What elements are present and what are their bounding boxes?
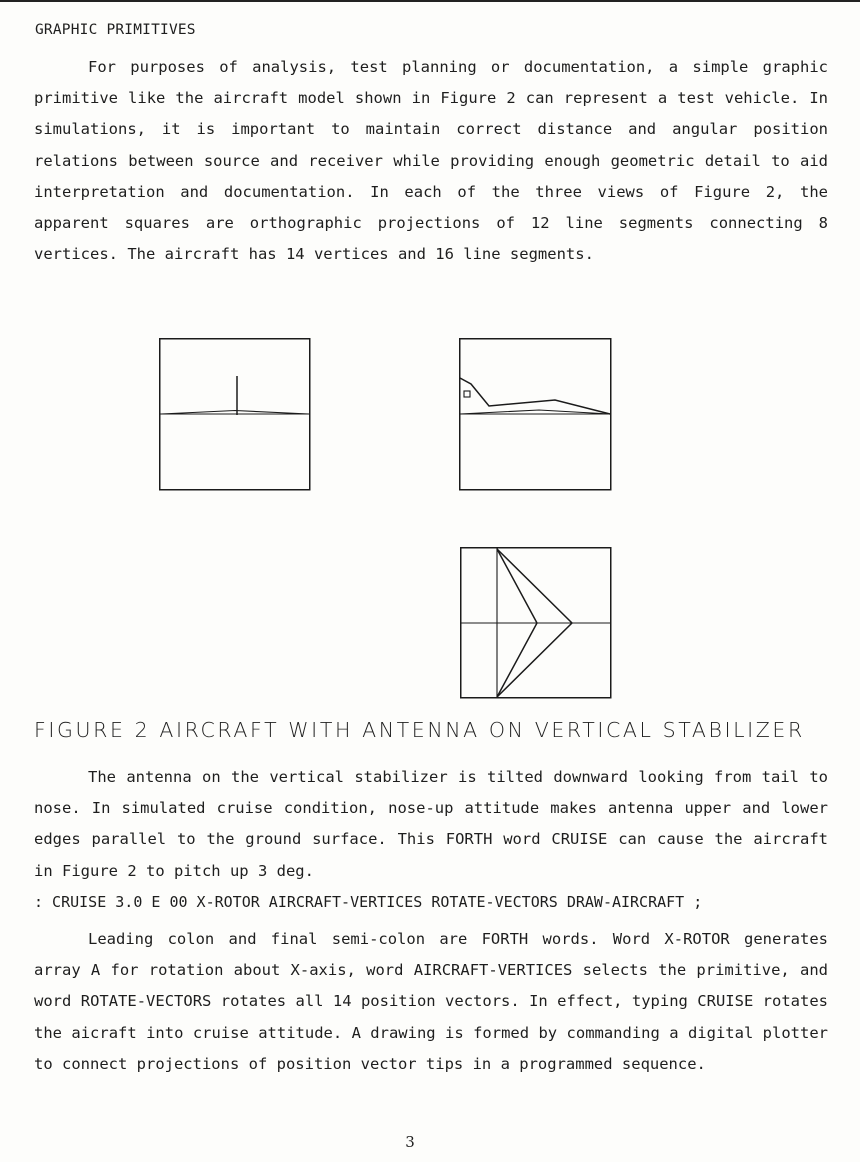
explanation-paragraph: Leading colon and final semi-colon are FORTH words. Word X-ROTOR generates array A for rotation about X-axis, word AIRCRAFT-VERTICES selects the primitive, and word ROTATE-VECTORS rotates all 14 position vectors. In effect, typing CRUISE rotates the aicraft into cruise attitude. A drawing is formed by commanding a digital plotter to connect projections of position vector tips in a programmed sequence. xyxy=(34,930,828,1073)
antenna-paragraph: The antenna on the vertical stabilizer is tilted downward looking from tail to nose. In simulated cruise condition, nose-up attitude makes antenna upper and lower edges parallel to the ground surface. This FORTH word CRUISE can cause the aircraft in Figure 2 to pitch up 3 deg. xyxy=(34,768,828,880)
side-view-antenna xyxy=(464,391,470,397)
forth-code-line: : CRUISE 3.0 E 00 X-ROTOR AIRCRAFT-VERTICES ROTATE-VECTORS DRAW-AIRCRAFT ; xyxy=(34,893,703,911)
section-heading: GRAPHIC PRIMITIVES xyxy=(35,22,196,38)
side-view-fuselage-top xyxy=(460,378,610,414)
intro-paragraph: For purposes of analysis, test planning or documentation, a simple graphic primitive like the aircraft model shown in Figure 2 can represent a test vehicle. In simulations, it is important to maintain correct distance and angular position relations between source and receiver while providing enough geometric detail to aid interpretation and documentation. In each of the three views of Figure 2, the apparent squares are orthographic projections of 12 line segments connecting 8 vertices. The aircraft has 14 vertices and 16 line segments. xyxy=(34,58,828,264)
figure-front-view xyxy=(159,338,311,491)
side-view-fuselage-bottom xyxy=(460,410,610,414)
page-number: 3 xyxy=(405,1133,415,1151)
figure-caption: FIGURE 2 AIRCRAFT WITH ANTENNA ON VERTICAL STABILIZER xyxy=(34,718,805,742)
figure-side-view xyxy=(459,338,612,491)
figure-top-view xyxy=(460,547,612,699)
